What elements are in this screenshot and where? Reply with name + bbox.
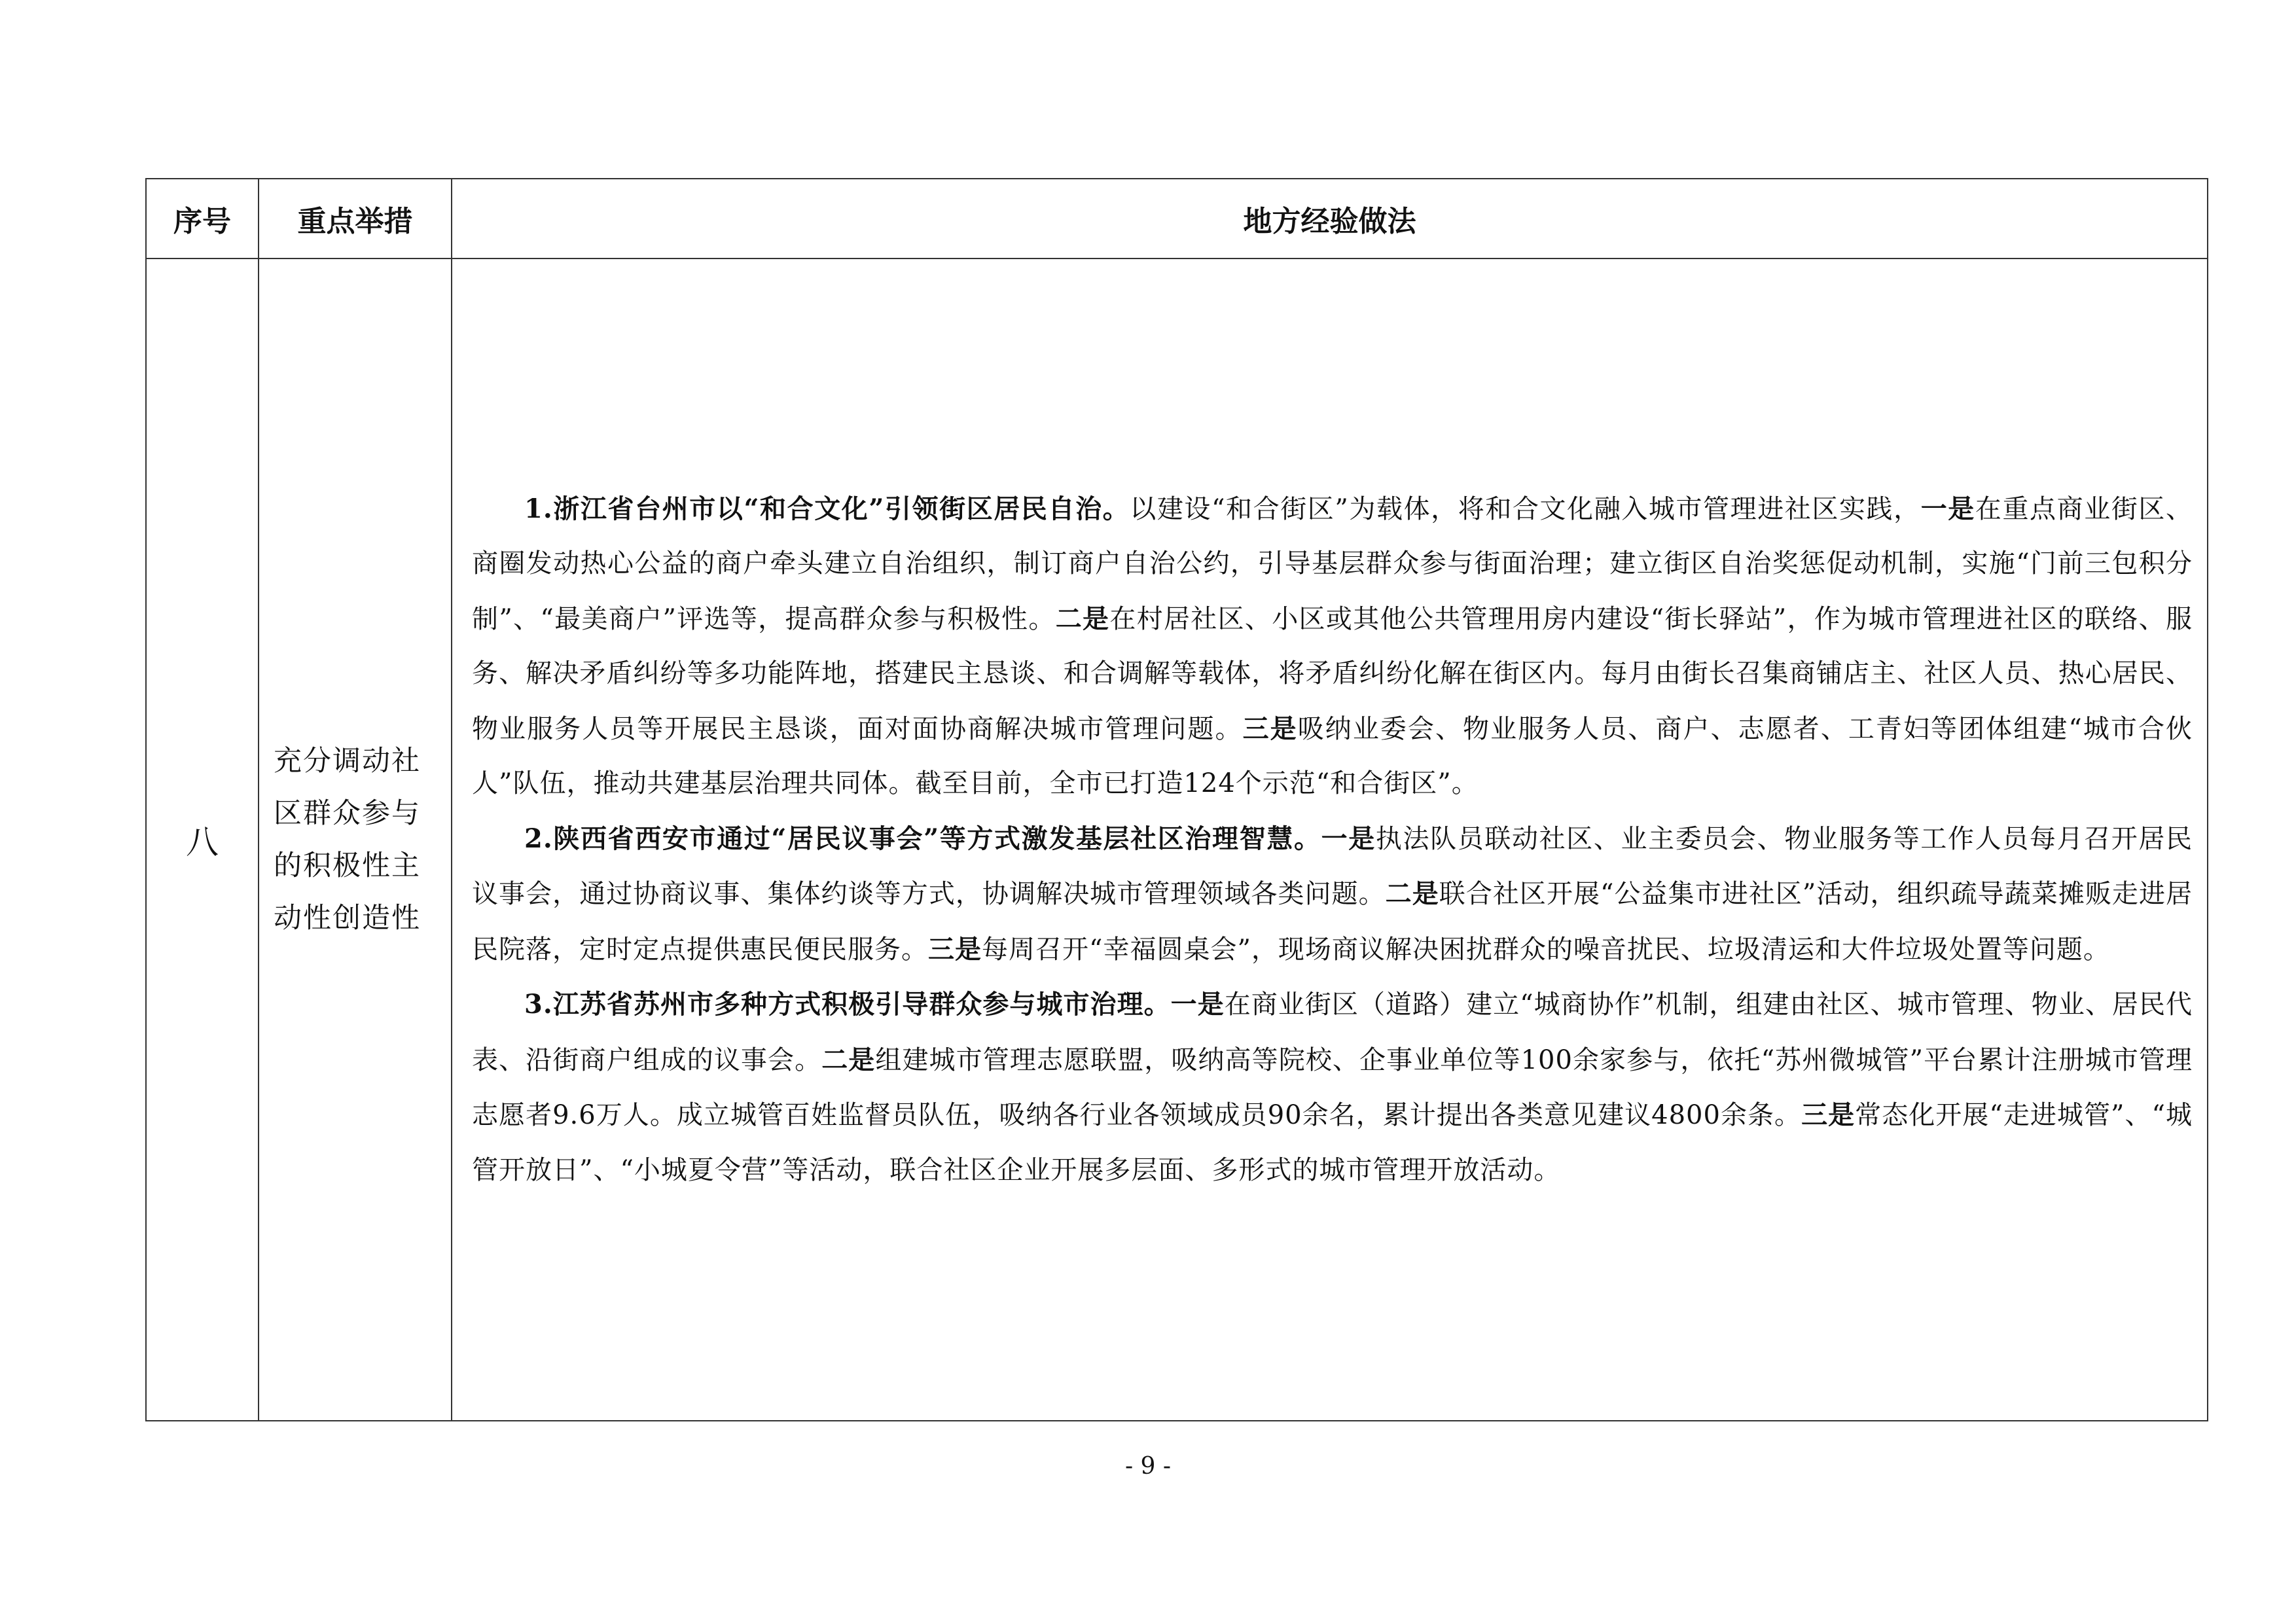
header-seq: 序号 (146, 179, 259, 259)
item-1-point-2-label: 二是 (1055, 603, 1110, 634)
item-3-point-2-text: 组建城市管理志愿联盟，吸纳高等院校、企事业单位等100余家参与，依托“苏州微城管”平台累计注册城市管理志愿者9.6万人。成立城管百姓监督员队伍，吸纳各行业各领域成员90余名，累计提出各类意见建议4800余条。 (472, 1044, 2193, 1131)
item-1-intro: 以建设“和合街区”为载体，将和合文化融入城市管理进社区实践， (1130, 493, 1921, 524)
item-2-point-3-label: 三是 (928, 933, 982, 965)
practice-item-1 (472, 482, 2193, 812)
item-2-point-1-text: 执法队员联动社区、业主委员会、物业服务等工作人员每月召开居民议事会，通过协商议事、集体约谈等方式，协调解决城市管理领域各类问题。 (472, 823, 2193, 910)
item-2-point-1-label: 一是 (1321, 823, 1376, 854)
item-1-title: 1.浙江省台州市以“和合文化”引领街区居民自治。 (524, 493, 1130, 524)
header-practice: 地方经验做法 (452, 179, 2208, 259)
item-3-point-1-label: 一是 (1170, 989, 1225, 1020)
item-2-point-3-text: 每周召开“幸福圆桌会”，现场商议解决困扰群众的噪音扰民、垃圾清运和大件垃圾处置等问题。 (982, 934, 2110, 965)
item-2-point-2-label: 二是 (1385, 878, 1439, 910)
item-2-title: 2.陕西省西安市通过“居民议事会”等方式激发基层社区治理智慧。 (524, 823, 1321, 854)
table-row (146, 259, 2208, 1421)
practice-item-3 (472, 977, 2193, 1198)
item-3-title: 3.江苏省苏州市多种方式积极引导群众参与城市治理。 (524, 989, 1171, 1020)
row-seq: 八 (146, 259, 259, 1421)
item-1-point-1-text: 在重点商业街区、商圈发动热心公益的商户牵头建立自治组织，制订商户自治公约，引导基层群众参与街面治理；建立街区自治奖惩促动机制，实施“门前三包积分制”、“最美商户”评选等，提高群众参与积极性。 (472, 493, 2193, 634)
row-measure: 充分调动社区群众参与的积极性主动性创造性 (259, 259, 452, 1421)
item-1-point-3-label: 三是 (1242, 713, 1298, 744)
table-header-row (146, 179, 2208, 259)
item-1-point-2-text: 在村居社区、小区或其他公共管理用房内建设“街长驿站”，作为城市管理进社区的联络、服务、解决矛盾纠纷等多功能阵地，搭建民主恳谈、和合调解等载体，将矛盾纠纷化解在街区内。每月由街长召集商铺店主、社区人员、热心居民、物业服务人员等开展民主恳谈，面对面协商解决城市管理问题。 (472, 603, 2193, 744)
item-2-point-2-text: 联合社区开展“公益集市进社区”活动，组织疏导蔬菜摊贩走进居民院落，定时定点提供惠民便民服务。 (472, 879, 2193, 965)
item-3-point-2-label: 二是 (821, 1044, 876, 1075)
header-measure: 重点举措 (259, 179, 452, 259)
page-number: - 9 - (1124, 1453, 1172, 1480)
item-3-point-1-text: 在商业街区（道路）建立“城商协作”机制，组建由社区、城市管理、物业、居民代表、沿街商户组成的议事会。 (472, 990, 2193, 1075)
item-1-point-3-text: 吸纳业委会、物业服务人员、商户、志愿者、工青妇等团体组建“城市合伙人”队伍，推动共建基层治理共同体。截至目前，全市已打造124个示范“和合街区”。 (472, 713, 2193, 799)
item-1-point-1-label: 一是 (1920, 493, 1975, 524)
measures-table (145, 178, 2208, 1421)
item-3-point-3-label: 三是 (1801, 1099, 1856, 1131)
practice-item-2 (472, 812, 2193, 978)
row-practice (452, 259, 2208, 1421)
item-3-point-3-text: 常态化开展“走进城管”、“城管开放日”、“小城夏令营”等活动，联合社区企业开展多层面、多形式的城市管理开放活动。 (472, 1100, 2193, 1185)
